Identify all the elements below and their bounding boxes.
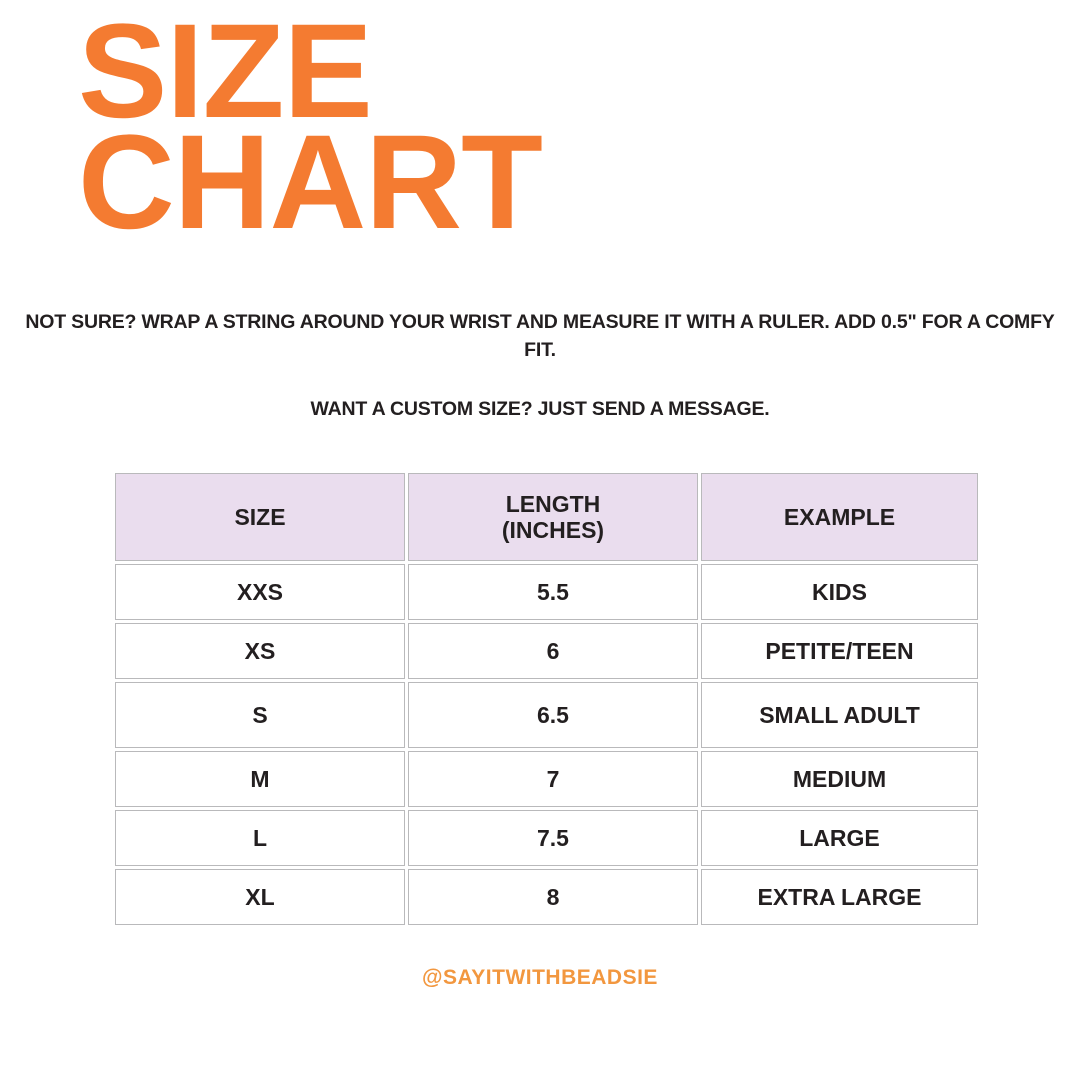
page-title-line-1: SIZE (78, 0, 372, 146)
page-title-line-2: CHART (78, 108, 542, 258)
cell-example: EXTRA LARGE (701, 869, 978, 925)
cell-example: SMALL ADULT (701, 682, 978, 748)
cell-size: XXS (115, 564, 405, 620)
cell-length: 8 (408, 869, 698, 925)
table-row (115, 751, 978, 807)
column-header-length (408, 473, 698, 561)
cell-length: 7.5 (408, 810, 698, 866)
page-title (78, 0, 542, 258)
column-header-length-line-2: (INCHES) (501, 517, 605, 543)
column-header-size: SIZE (115, 473, 405, 561)
cell-example: KIDS (701, 564, 978, 620)
cell-size: XL (115, 869, 405, 925)
column-header-example: EXAMPLE (701, 473, 978, 561)
cell-example: PETITE/TEEN (701, 623, 978, 679)
custom-size-note: WANT A CUSTOM SIZE? JUST SEND A MESSAGE. (310, 398, 770, 420)
cell-example: MEDIUM (701, 751, 978, 807)
cell-size: L (115, 810, 405, 866)
table-row (115, 869, 978, 925)
table-row (115, 564, 978, 620)
table-row (115, 810, 978, 866)
size-table (112, 470, 981, 928)
cell-length: 5.5 (408, 564, 698, 620)
cell-size: M (115, 751, 405, 807)
cell-size: S (115, 682, 405, 748)
table-header-row (115, 473, 978, 561)
cell-length: 6.5 (408, 682, 698, 748)
cell-length: 6 (408, 623, 698, 679)
cell-length: 7 (408, 751, 698, 807)
cell-example: LARGE (701, 810, 978, 866)
social-handle: @SAYITWITHBEADSIE (422, 966, 658, 989)
table-row (115, 623, 978, 679)
cell-size: XS (115, 623, 405, 679)
column-header-length-line-1: LENGTH (505, 490, 601, 517)
size-table-wrapper (112, 470, 972, 928)
intro-paragraph: NOT SURE? WRAP A STRING AROUND YOUR WRIST AND MEASURE IT WITH A RULER. ADD 0.5" FOR A COMFY FIT. (25, 311, 1055, 362)
table-row (115, 682, 978, 748)
